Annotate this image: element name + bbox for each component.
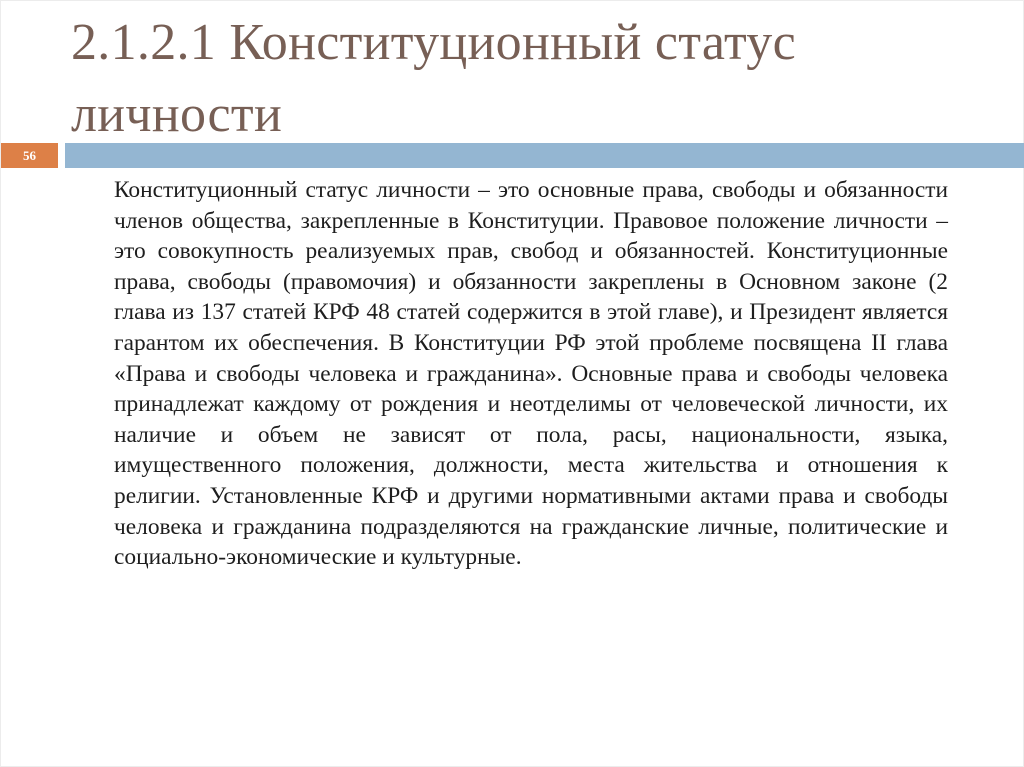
slide-body-text: Конституционный статус личности – это основные права, свободы и обязанности членов общества, закрепленные в Конституции. Правовое положение личности – это совокупность реализуемых прав, свобод и обязанностей. Конституционные права, свободы (правомочия) и обязанности закреплены в Основном законе (2 глава из 137 статей КРФ 48 статей содержится в этой главе), и Президент является гарантом их обеспечения. В Конституции РФ этой проблеме посвящена II глава «Права и свободы человека и гражданина». Основные права и свободы человека принадлежат каждому от рождения и неотделимы от человеческой личности, их наличие и объем не зависят от пола, расы, национальности, языка, имущественного положения, должности, места жительства и отношения к религии. Установленные КРФ и другими нормативными актами права и свободы человека и гражданина подразделяются на гражданские личные, политические и социально-экономические и культурные.: [114, 177, 948, 571]
header-divider-bar: [1, 143, 1024, 168]
slide-number-badge: 56: [1, 143, 58, 168]
slide-title: 2.1.2.1 Конституционный статус личности: [71, 14, 796, 143]
accent-bar: [65, 143, 1024, 168]
